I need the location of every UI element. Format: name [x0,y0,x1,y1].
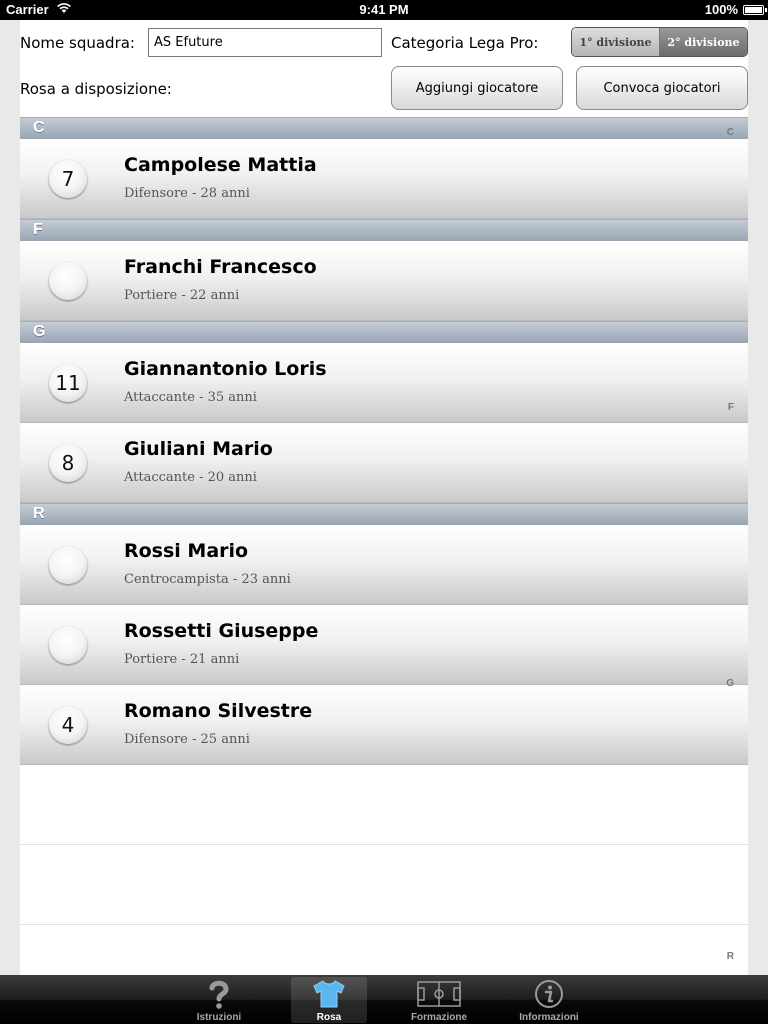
carrier-label: Carrier [6,2,49,17]
player-row[interactable] [20,139,748,219]
section-header: R [20,503,748,525]
division-segmented-control[interactable] [571,27,748,57]
index-letter[interactable]: R [726,951,734,962]
section-header: G [20,321,748,343]
player-row[interactable] [20,525,748,605]
roster-table[interactable] [20,117,748,975]
index-letter[interactable]: G [726,678,734,689]
tab-informazioni[interactable] [511,977,587,1023]
player-row[interactable] [20,423,748,503]
player-info: Centrocampista - 23 anni [124,572,291,587]
player-name: Franchi Francesco [124,256,317,278]
player-row[interactable] [20,343,748,423]
tab-istruzioni[interactable] [181,977,257,1023]
empty-row [20,925,748,975]
tab-label: Informazioni [519,1012,579,1023]
jersey-number-badge: 4 [49,706,87,744]
call-players-button[interactable]: Convoca giocatori [576,66,748,110]
jersey-number-badge [49,546,87,584]
player-info: Attaccante - 20 anni [124,470,257,485]
clock: 9:41 PM [359,2,409,17]
player-row[interactable] [20,605,748,685]
empty-row [20,765,748,845]
battery-percent: 100% [704,2,738,17]
player-info: Portiere - 22 anni [124,288,240,303]
segment-1st-division[interactable]: 1° divisione [572,28,660,56]
player-name: Romano Silvestre [124,700,313,722]
index-letter[interactable]: F [727,402,734,413]
tab-label: Formazione [410,1012,468,1023]
player-name: Campolese Mattia [124,154,317,176]
question-icon [181,979,257,1009]
status-bar [0,0,768,20]
roster-label: Rosa a disposizione: [20,80,172,98]
tab-rosa[interactable] [291,977,367,1023]
player-name: Giannantonio Loris [124,358,327,380]
tab-bar [0,975,768,1024]
tab-formazione[interactable] [401,977,477,1023]
player-name: Rossi Mario [124,540,249,562]
player-info: Difensore - 25 anni [124,732,250,747]
player-info: Attaccante - 35 anni [124,390,257,405]
team-form [20,20,748,117]
add-player-button[interactable]: Aggiungi giocatore [391,66,563,110]
tab-label: Istruzioni [196,1012,242,1023]
player-name: Giuliani Mario [124,438,273,460]
battery-icon [743,5,764,15]
team-name-input[interactable] [148,28,382,57]
field-icon [401,979,477,1009]
player-info: Portiere - 21 anni [124,652,240,667]
index-letter[interactable]: C [726,127,734,138]
shirt-icon [291,979,367,1009]
section-header: C [20,117,748,139]
empty-row [20,845,748,925]
player-row[interactable] [20,685,748,765]
jersey-number-badge: 11 [49,364,87,402]
jersey-number-badge [49,626,87,664]
player-info: Difensore - 28 anni [124,186,250,201]
jersey-number-badge: 8 [49,444,87,482]
player-row[interactable] [20,241,748,321]
player-name: Rossetti Giuseppe [124,620,319,642]
jersey-number-badge [49,262,87,300]
segment-2nd-division[interactable]: 2° divisione [660,28,747,56]
jersey-number-badge: 7 [49,160,87,198]
info-icon [511,979,587,1009]
team-name-label: Nome squadra: [20,34,135,52]
category-label: Categoria Lega Pro: [391,34,539,52]
tab-label: Rosa [316,1012,342,1023]
section-index[interactable] [718,117,748,975]
app-content [0,20,768,975]
section-header: F [20,219,748,241]
